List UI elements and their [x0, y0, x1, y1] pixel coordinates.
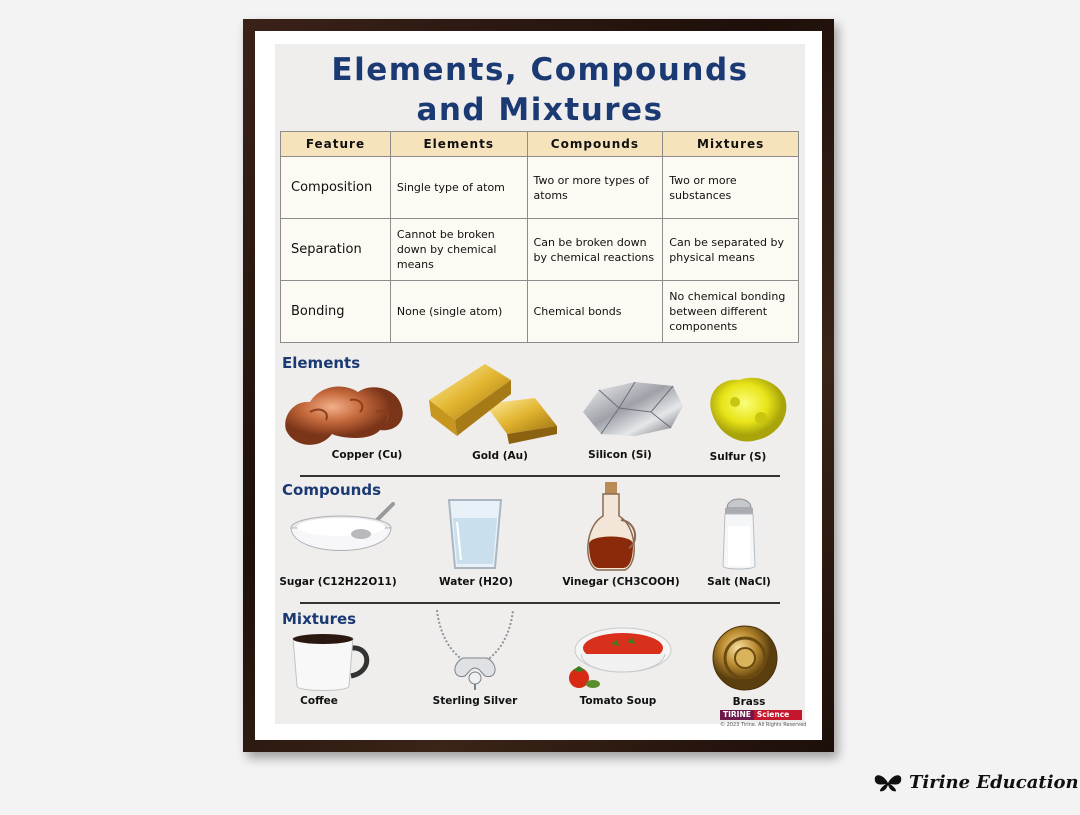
element-label-copper: Copper (Cu)	[331, 449, 403, 461]
mixtures-heading: Mixtures	[282, 610, 357, 628]
section-divider	[300, 602, 780, 604]
element-label-silicon: Silicon (Si)	[588, 449, 652, 461]
vinegar-bottle-image	[583, 482, 639, 574]
feature-cell: Bonding	[281, 281, 391, 343]
table-cell: No chemical bonding between different components	[663, 281, 799, 343]
brand-logo	[720, 710, 802, 720]
poster-title	[275, 50, 805, 130]
coffee-cup-image	[291, 632, 371, 694]
table-cell: Single type of atom	[390, 157, 527, 219]
watermark	[873, 772, 1079, 793]
table-row	[281, 281, 799, 343]
elements-heading: Elements	[282, 354, 361, 372]
table-header-row	[281, 132, 799, 157]
header-elements: Elements	[390, 132, 527, 157]
watermark-text: Tirine Education	[909, 772, 1079, 793]
butterfly-icon	[873, 773, 903, 793]
table-cell: Chemical bonds	[527, 281, 663, 343]
brand-tag: Science	[754, 710, 802, 720]
header-feature: Feature	[281, 132, 391, 157]
section-divider	[300, 475, 780, 477]
comparison-table	[280, 131, 799, 343]
element-label-sulfur: Sulfur (S)	[709, 451, 767, 463]
compound-label-sugar: Sugar (C12H22O11)	[279, 576, 397, 588]
table-row	[281, 219, 799, 281]
table-cell: Can be broken down by chemical reactions	[527, 219, 663, 281]
brass-knob-image	[709, 624, 781, 692]
copyright-text: © 2023 Tirine. All Rights Reserved	[720, 722, 807, 728]
sulfur-rock-image	[705, 374, 789, 446]
water-glass-image	[447, 498, 503, 572]
header-mixtures: Mixtures	[663, 132, 799, 157]
tomato-soup-image	[561, 624, 673, 694]
mixture-label-coffee: Coffee	[300, 695, 338, 707]
table-cell: Two or more types of atoms	[527, 157, 663, 219]
table-row	[281, 157, 799, 219]
header-compounds: Compounds	[527, 132, 663, 157]
silver-necklace-image	[431, 606, 519, 692]
mixture-label-brass: Brass	[732, 696, 766, 708]
compound-label-water: Water (H2O)	[439, 576, 513, 588]
title-line-1: Elements, Compounds	[331, 52, 749, 88]
table-cell: Two or more substances	[663, 157, 799, 219]
salt-shaker-image	[719, 492, 759, 572]
compound-label-salt: Salt (NaCl)	[707, 576, 771, 588]
sugar-bowl-image	[289, 500, 397, 570]
table-cell: None (single atom)	[390, 281, 527, 343]
element-label-gold: Gold (Au)	[472, 450, 528, 462]
gold-bars-image	[425, 360, 561, 446]
mixture-label-tomato-soup: Tomato Soup	[579, 695, 657, 707]
table-cell: Cannot be broken down by chemical means	[390, 219, 527, 281]
poster	[275, 44, 807, 728]
table-cell: Can be separated by physical means	[663, 219, 799, 281]
title-line-2: and Mixtures	[416, 92, 664, 128]
compound-label-vinegar: Vinegar (CH3COOH)	[562, 576, 680, 588]
compounds-heading: Compounds	[282, 481, 382, 499]
feature-cell: Separation	[281, 219, 391, 281]
silicon-chunk-image	[579, 378, 685, 442]
feature-cell: Composition	[281, 157, 391, 219]
brand-name: TIRINE	[720, 710, 754, 720]
mixture-label-sterling-silver: Sterling Silver	[432, 695, 518, 707]
copper-nugget-image	[280, 378, 406, 456]
